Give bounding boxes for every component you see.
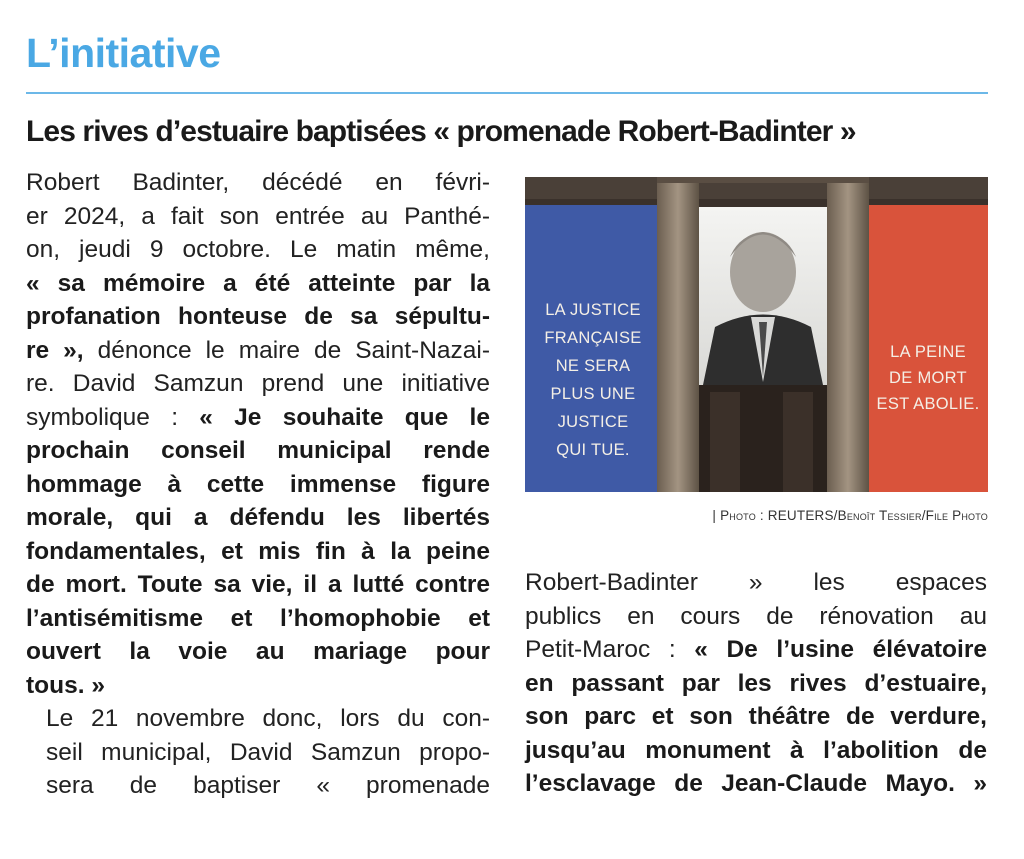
article-headline: Les rives d’estuaire baptisées « promenade Robert-Badinter » bbox=[26, 115, 856, 148]
text-line: Le 21 novembre donc, lors du con- bbox=[46, 705, 490, 732]
text-line: tous. » bbox=[26, 671, 105, 699]
text-line: en passant par les rives d’estuaire, bbox=[525, 669, 987, 697]
text-line: fondamentales, et mis fin à la peine bbox=[26, 537, 490, 565]
text-line: Robert Badinter, décédé en févri- bbox=[26, 169, 490, 196]
text-line: sera de baptiser « promenade bbox=[46, 772, 490, 799]
text-line: seil municipal, David Samzun propo- bbox=[46, 738, 490, 766]
article-body-left-column bbox=[26, 166, 490, 803]
text-line: hommage à cette immense figure bbox=[26, 470, 490, 498]
text-line: l’esclavage de Jean-Claude Mayo. » bbox=[525, 770, 987, 797]
text-line: Robert-Badinter » les espaces bbox=[525, 569, 987, 596]
text-line: profanation honteuse de sa sépultu- bbox=[26, 303, 490, 330]
paragraph-2 bbox=[26, 702, 490, 803]
text-line: l’antisémitisme et l’homophobie et bbox=[26, 604, 490, 632]
paragraph-1 bbox=[26, 166, 490, 702]
blue-banner-text: LA JUSTICE FRANÇAISE NE SERA PLUS UNE JUSTICE QUI TUE. bbox=[544, 301, 642, 459]
text-line: son parc et son théâtre de verdure, bbox=[525, 703, 987, 730]
text-line: publics en cours de rénovation au bbox=[525, 602, 987, 630]
photo-credit-prefix: | Photo : bbox=[712, 508, 764, 523]
text-line: « sa mémoire a été atteinte par la bbox=[26, 269, 490, 297]
text-line: re », dénonce le maire de Saint-Nazai- bbox=[26, 336, 491, 364]
text-line: ouvert la voie au mariage pour bbox=[26, 638, 490, 665]
right-column bbox=[827, 177, 869, 492]
article-body-right-column bbox=[525, 566, 987, 801]
article-photo bbox=[525, 177, 988, 492]
text-line: prochain conseil municipal rende bbox=[26, 437, 490, 464]
text-line: jusqu’au monument à l’abolition de bbox=[525, 736, 987, 764]
text-line: er 2024, a fait son entrée au Panthé- bbox=[26, 202, 490, 230]
text-line: de mort. Toute sa vie, il a lutté contre bbox=[26, 571, 490, 598]
section-divider bbox=[26, 92, 988, 94]
paragraph-2-continued bbox=[525, 566, 987, 801]
red-banner-text: LA PEINE DE MORT EST ABOLIE. bbox=[876, 343, 980, 413]
text-line: symbolique : « Je souhaite que le bbox=[26, 403, 490, 431]
left-column bbox=[657, 177, 699, 492]
section-rubric: L’initiative bbox=[26, 30, 221, 76]
text-line: Petit-Maroc : « De l’usine élévatoire bbox=[525, 636, 987, 663]
photo-credit bbox=[525, 508, 988, 523]
text-line: re. David Samzun prend une initiative bbox=[26, 370, 490, 397]
text-line: on, jeudi 9 octobre. Le matin même, bbox=[26, 236, 490, 263]
photo-credit-text: REUTERS/Benoît Tessier/File Photo bbox=[767, 508, 988, 523]
text-line: morale, qui a défendu les libertés bbox=[26, 504, 490, 531]
